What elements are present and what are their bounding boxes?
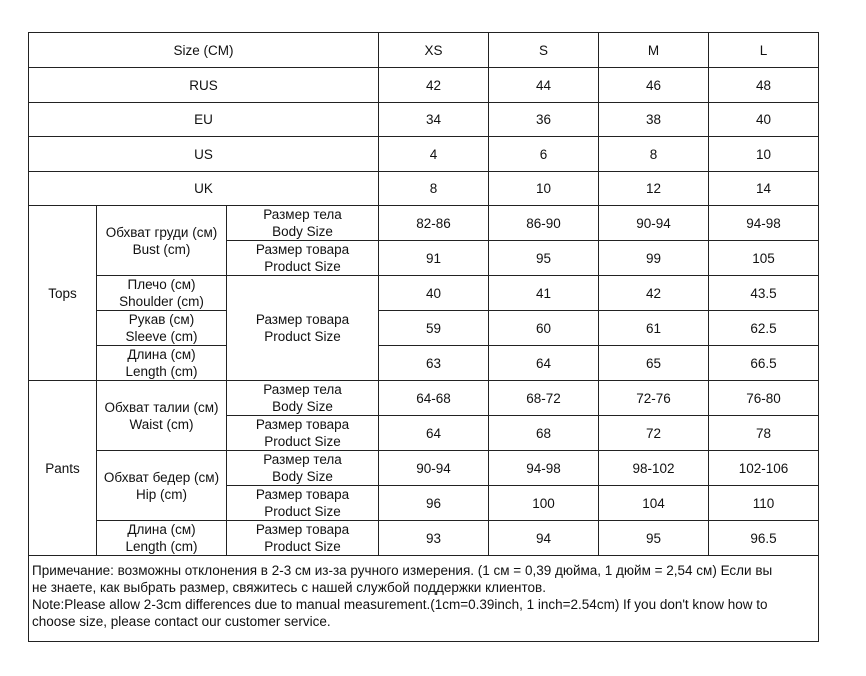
sleeve-l: 62.5 <box>709 311 819 346</box>
uk-s: 10 <box>489 172 599 206</box>
hip-product-type-ru: Размер товара <box>255 487 350 502</box>
waist-body-xs: 64-68 <box>379 381 489 416</box>
hip-product-type-cell <box>227 486 379 521</box>
waist-product-xs: 64 <box>379 416 489 451</box>
eu-s: 36 <box>489 103 599 137</box>
pants-waist-body-row <box>29 381 819 416</box>
pants-length-s: 94 <box>489 521 599 556</box>
waist-body-type-cell <box>227 381 379 416</box>
bust-product-type-en: Product Size <box>264 259 341 274</box>
waist-product-type-cell <box>227 416 379 451</box>
uk-l: 14 <box>709 172 819 206</box>
note-ru-line-2: не знаете, как выбрать размер, свяжитесь с нашей службой поддержки клиентов. <box>32 580 546 595</box>
tops-length-xs: 63 <box>379 346 489 381</box>
bust-product-xs: 91 <box>379 241 489 276</box>
bust-product-type-ru: Размер товара <box>255 242 350 257</box>
bust-name-ru: Обхват груди (см) <box>105 224 218 240</box>
sleeve-xs: 59 <box>379 311 489 346</box>
rus-l: 48 <box>709 68 819 103</box>
tops-product-type-cell <box>227 276 379 381</box>
tops-length-s: 64 <box>489 346 599 381</box>
hip-name-ru: Обхват бедер (см) <box>103 469 220 485</box>
eu-label: EU <box>29 103 379 137</box>
sleeve-name-en: Sleeve (cm) <box>125 329 198 344</box>
bust-body-xs: 82-86 <box>379 206 489 241</box>
rus-label: RUS <box>29 68 379 103</box>
size-table <box>28 32 819 642</box>
bust-product-s: 95 <box>489 241 599 276</box>
us-row <box>29 137 819 172</box>
tops-length-name-ru: Длина (см) <box>127 347 196 362</box>
rus-row <box>29 68 819 103</box>
shoulder-m: 42 <box>599 276 709 311</box>
hip-body-m: 98-102 <box>599 451 709 486</box>
bust-product-l: 105 <box>709 241 819 276</box>
shoulder-name-ru: Плечо (см) <box>127 277 196 292</box>
tops-length-row <box>29 346 819 381</box>
waist-name-ru: Обхват талии (см) <box>104 399 219 415</box>
pants-length-type-ru: Размер товара <box>255 522 350 537</box>
pants-length-m: 95 <box>599 521 709 556</box>
pants-length-name-ru: Длина (см) <box>127 522 196 537</box>
waist-product-type-ru: Размер товара <box>255 417 350 432</box>
waist-product-l: 78 <box>709 416 819 451</box>
tops-sleeve-row <box>29 311 819 346</box>
tops-product-type-ru: Размер товара <box>255 312 350 327</box>
tops-bust-body-row <box>29 206 819 241</box>
rus-s: 44 <box>489 68 599 103</box>
us-l: 10 <box>709 137 819 172</box>
hip-body-xs: 90-94 <box>379 451 489 486</box>
shoulder-s: 41 <box>489 276 599 311</box>
bust-body-type-cell <box>227 206 379 241</box>
pants-label: Pants <box>29 381 97 556</box>
waist-name-en: Waist (cm) <box>129 416 194 432</box>
hip-measure-cell <box>97 451 227 521</box>
uk-label: UK <box>29 172 379 206</box>
waist-body-m: 72-76 <box>599 381 709 416</box>
size-chart <box>28 32 818 642</box>
pants-length-row <box>29 521 819 556</box>
shoulder-name-en: Shoulder (cm) <box>119 294 204 309</box>
waist-product-type-en: Product Size <box>264 434 341 449</box>
waist-measure-cell <box>97 381 227 451</box>
hip-body-s: 94-98 <box>489 451 599 486</box>
tops-length-measure-cell <box>97 346 227 381</box>
size-header-l: L <box>709 33 819 68</box>
bust-name-en: Bust (cm) <box>132 241 191 257</box>
pants-length-xs: 93 <box>379 521 489 556</box>
us-s: 6 <box>489 137 599 172</box>
eu-row <box>29 103 819 137</box>
pants-length-type-en: Product Size <box>264 539 341 554</box>
size-header-m: M <box>599 33 709 68</box>
sleeve-name-ru: Рукав (см) <box>128 312 195 327</box>
pants-hip-body-row <box>29 451 819 486</box>
hip-body-type-en: Body Size <box>272 469 333 484</box>
sleeve-measure-cell <box>97 311 227 346</box>
uk-m: 12 <box>599 172 709 206</box>
hip-product-m: 104 <box>599 486 709 521</box>
waist-product-m: 72 <box>599 416 709 451</box>
rus-xs: 42 <box>379 68 489 103</box>
sleeve-s: 60 <box>489 311 599 346</box>
note-row <box>29 556 819 642</box>
eu-xs: 34 <box>379 103 489 137</box>
waist-product-s: 68 <box>489 416 599 451</box>
hip-product-xs: 96 <box>379 486 489 521</box>
hip-name-en: Hip (cm) <box>136 486 187 502</box>
us-xs: 4 <box>379 137 489 172</box>
shoulder-l: 43.5 <box>709 276 819 311</box>
us-m: 8 <box>599 137 709 172</box>
pants-length-measure-cell <box>97 521 227 556</box>
tops-shoulder-row <box>29 276 819 311</box>
hip-product-type-en: Product Size <box>264 504 341 519</box>
us-label: US <box>29 137 379 172</box>
note-en-line-2: choose size, please contact our customer service. <box>32 614 331 629</box>
bust-body-type-ru: Размер тела <box>263 207 342 222</box>
uk-xs: 8 <box>379 172 489 206</box>
bust-body-s: 86-90 <box>489 206 599 241</box>
bust-body-l: 94-98 <box>709 206 819 241</box>
hip-product-s: 100 <box>489 486 599 521</box>
note-en-line-1: Note:Please allow 2-3cm differences due to manual measurement.(1cm=0.39inch, 1 inch=2.54cm) If you don't know how to <box>32 597 768 612</box>
eu-m: 38 <box>599 103 709 137</box>
header-row <box>29 33 819 68</box>
hip-body-l: 102-106 <box>709 451 819 486</box>
hip-body-type-cell <box>227 451 379 486</box>
sleeve-m: 61 <box>599 311 709 346</box>
tops-length-name-en: Length (cm) <box>125 364 198 379</box>
pants-length-type-cell <box>227 521 379 556</box>
rus-m: 46 <box>599 68 709 103</box>
shoulder-xs: 40 <box>379 276 489 311</box>
pants-length-name-en: Length (cm) <box>125 539 198 554</box>
tops-label: Tops <box>29 206 97 381</box>
tops-length-m: 65 <box>599 346 709 381</box>
hip-body-type-ru: Размер тела <box>263 452 342 467</box>
shoulder-measure-cell <box>97 276 227 311</box>
eu-l: 40 <box>709 103 819 137</box>
waist-body-type-en: Body Size <box>272 399 333 414</box>
tops-product-type-en: Product Size <box>264 329 341 344</box>
waist-body-type-ru: Размер тела <box>263 382 342 397</box>
pants-length-l: 96.5 <box>709 521 819 556</box>
size-label-cell: Size (CM) <box>29 33 379 68</box>
bust-body-type-en: Body Size <box>272 224 333 239</box>
uk-row <box>29 172 819 206</box>
note-ru-line-1: Примечание: возможны отклонения в 2-3 см из-за ручного измерения. (1 см = 0,39 дюйма, 1 дюйм = 2,54 см) Если вы <box>32 563 773 578</box>
size-header-s: S <box>489 33 599 68</box>
hip-product-l: 110 <box>709 486 819 521</box>
size-header-xs: XS <box>379 33 489 68</box>
note-cell <box>29 556 819 642</box>
waist-body-l: 76-80 <box>709 381 819 416</box>
waist-body-s: 68-72 <box>489 381 599 416</box>
bust-product-m: 99 <box>599 241 709 276</box>
bust-product-type-cell <box>227 241 379 276</box>
bust-measure-cell <box>97 206 227 276</box>
tops-length-l: 66.5 <box>709 346 819 381</box>
bust-body-m: 90-94 <box>599 206 709 241</box>
